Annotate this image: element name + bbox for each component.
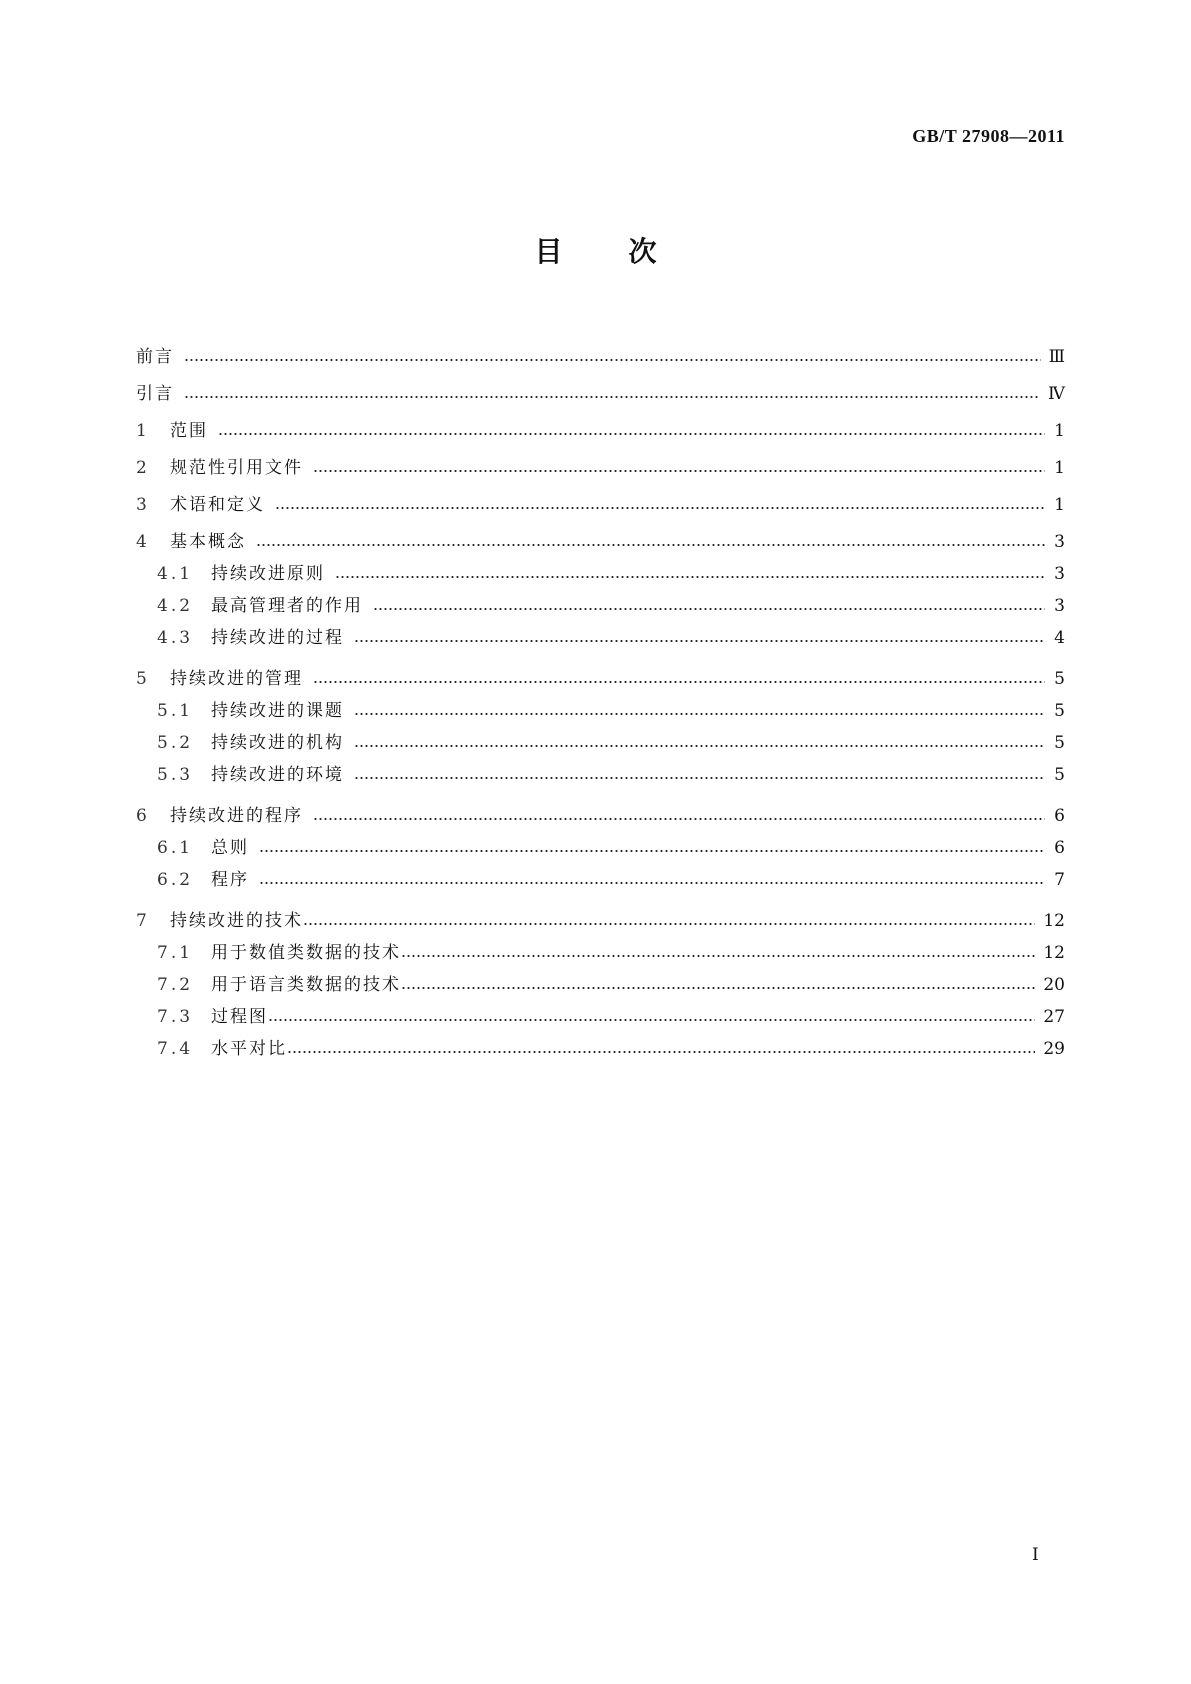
table-of-contents [136,330,1065,1059]
dot-leader [335,575,1045,579]
toc-entry-page: 5 [1054,733,1065,753]
toc-entry[interactable] [136,404,1065,441]
toc-entry[interactable] [136,616,1065,648]
toc-entry[interactable] [136,963,1065,995]
dot-leader [259,881,1045,885]
toc-entry[interactable] [136,478,1065,515]
toc-entry-number: 5.3 [157,765,194,785]
toc-entry[interactable] [136,515,1065,552]
dot-leader [268,1018,1035,1022]
toc-entry[interactable] [136,995,1065,1027]
toc-entry[interactable] [136,441,1065,478]
toc-entry-number: 4.2 [157,596,194,616]
dot-leader [401,986,1035,990]
toc-entry-title: 水平对比 [211,1039,287,1059]
toc-entry-number: 2 [136,458,147,478]
toc-entry[interactable] [136,826,1065,858]
toc-entry-page: 12 [1043,943,1065,963]
toc-entry-title: 持续改进的程序 [170,806,303,826]
dot-leader [275,506,1045,510]
toc-entry-page: 1 [1054,421,1065,441]
toc-entry-title: 术语和定义 [170,495,265,515]
toc-entry-page: 4 [1054,628,1065,648]
toc-entry[interactable] [136,330,1065,367]
toc-entry-page: 3 [1054,532,1065,552]
toc-entry-number: 1 [136,421,147,441]
toc-entry-page: 3 [1054,596,1065,616]
toc-entry-title: 持续改进的过程 [211,628,344,648]
toc-entry-number: 4 [136,532,147,552]
toc-entry-number: 3 [136,495,147,515]
toc-entry-title: 持续改进原则 [211,564,325,584]
dot-leader [313,469,1045,473]
toc-entry-page: 5 [1054,669,1065,689]
dot-leader [184,395,1040,399]
toc-entry-title: 持续改进的技术 [170,911,303,931]
toc-entry-page: 7 [1054,870,1065,890]
standard-code: GB/T 27908—2011 [912,126,1065,146]
dot-leader [354,639,1045,643]
toc-entry-number: 5 [136,669,147,689]
toc-entry-number: 7.1 [157,943,194,963]
toc-entry-number: 7.3 [157,1007,194,1027]
toc-entry[interactable] [136,652,1065,689]
title-char: 目 [534,235,563,268]
toc-entry-number: 6.1 [157,838,194,858]
toc-entry-page: 12 [1043,911,1065,931]
dot-leader [313,680,1045,684]
page-title [0,230,1191,270]
toc-entry-page: 3 [1054,564,1065,584]
toc-entry-title: 前言 [136,347,174,367]
toc-entry-title: 持续改进的课题 [211,701,344,721]
toc-entry[interactable] [136,367,1065,404]
toc-entry[interactable] [136,552,1065,584]
dot-leader [354,744,1045,748]
dot-leader [303,922,1035,926]
toc-entry-number: 4.1 [157,564,194,584]
toc-entry[interactable] [136,721,1065,753]
toc-entry-number: 4.3 [157,628,194,648]
dot-leader [259,849,1045,853]
toc-entry[interactable] [136,931,1065,963]
toc-entry-title: 总则 [211,838,249,858]
toc-entry-page: 1 [1054,495,1065,515]
toc-entry-number: 7 [136,911,147,931]
dot-leader [256,543,1045,547]
title-char: 次 [628,235,657,268]
toc-entry-title: 最高管理者的作用 [211,596,363,616]
toc-entry-title: 持续改进的机构 [211,733,344,753]
dot-leader [184,358,1041,362]
toc-entry-title: 范围 [170,421,208,441]
toc-entry-number: 6 [136,806,147,826]
toc-entry-page: 1 [1054,458,1065,478]
toc-entry-number: 6.2 [157,870,194,890]
toc-entry[interactable] [136,584,1065,616]
toc-entry-number: 5.1 [157,701,194,721]
toc-entry-title: 持续改进的环境 [211,765,344,785]
toc-entry-number: 7.2 [157,975,194,995]
toc-entry-page: 5 [1054,765,1065,785]
toc-entry[interactable] [136,1027,1065,1059]
toc-entry-page: 29 [1043,1039,1065,1059]
toc-entry-page: 6 [1054,838,1065,858]
toc-entry-page: 5 [1054,701,1065,721]
toc-entry-title: 过程图 [211,1007,268,1027]
toc-entry-title: 引言 [136,384,174,404]
toc-entry-title: 持续改进的管理 [170,669,303,689]
toc-entry[interactable] [136,894,1065,931]
dot-leader [354,776,1045,780]
toc-entry[interactable] [136,753,1065,785]
dot-leader [218,432,1045,436]
dot-leader [373,607,1045,611]
toc-entry-title: 用于语言类数据的技术 [211,975,401,995]
toc-entry-page: 6 [1054,806,1065,826]
dot-leader [313,817,1045,821]
dot-leader [401,954,1035,958]
page-number: I [1032,1545,1039,1565]
toc-entry[interactable] [136,858,1065,890]
toc-entry-page: 27 [1043,1007,1065,1027]
toc-entry-number: 5.2 [157,733,194,753]
toc-entry-title: 规范性引用文件 [170,458,303,478]
toc-entry-title: 基本概念 [170,532,246,552]
toc-entry-title: 用于数值类数据的技术 [211,943,401,963]
toc-entry-number: 7.4 [157,1039,194,1059]
toc-entry-page: Ⅳ [1048,384,1065,404]
dot-leader [354,712,1045,716]
toc-entry-page: 20 [1043,975,1065,995]
toc-entry[interactable] [136,689,1065,721]
toc-entry[interactable] [136,789,1065,826]
toc-entry-title: 程序 [211,870,249,890]
dot-leader [287,1050,1035,1054]
toc-entry-page: Ⅲ [1048,347,1065,367]
